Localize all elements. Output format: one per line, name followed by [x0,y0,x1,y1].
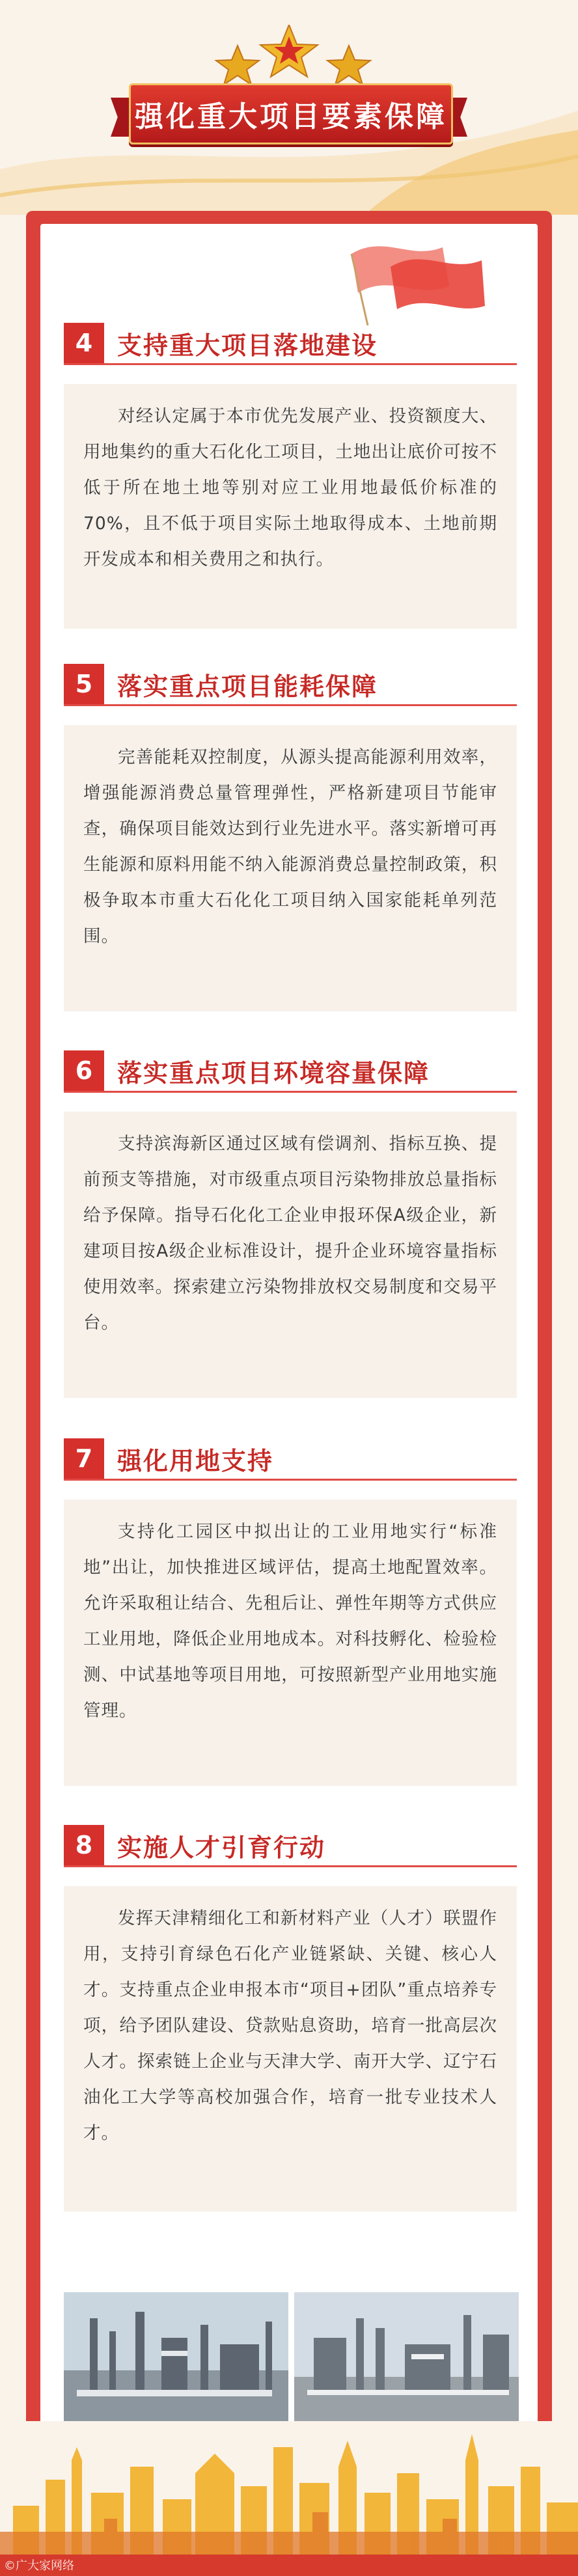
section-5-body: 完善能耗双控制度，从源头提高能源利用效率，增强能源消费总量管理弹性，严格新建项目节能审查，确保项目能效达到行业先进水平。落实新增可再生能源和原料用能不纳入能源消费总量控制政策，积极争取本市重大石化化工项目纳入国家能耗单列范围。 [64,725,517,1011]
section-divider [64,363,517,365]
section-4-header [64,323,378,363]
section-divider [64,1479,517,1481]
refinery-photo [64,2292,288,2422]
section-number: 5 [64,664,104,704]
section-title: 强化用地支持 [117,1446,274,1475]
section-title: 落实重点项目能耗保障 [117,672,378,701]
city-skyline-decoration [0,2421,578,2576]
section-number: 6 [64,1050,104,1091]
section-number: 7 [64,1438,104,1479]
section-divider [64,1865,517,1867]
watermark: ©广大家网络 [4,2559,74,2573]
section-title: 落实重点项目环境容量保障 [117,1058,430,1088]
section-number: 4 [64,323,104,363]
section-8-header [64,1825,325,1865]
star-icon [216,25,370,85]
section-divider [64,704,517,706]
section-7-header [64,1438,273,1479]
section-5-header [64,664,378,704]
section-8-body: 发挥天津精细化工和新材料产业（人才）联盟作用，支持引育绿色石化产业链紧缺、关键、核心人才。支持重点企业申报本市“项目+团队”重点培养专项，给予团队建设、贷款贴息资助，培育一批高层次人才。探索链上企业与天津大学、南开大学、辽宁石油化工大学等高校加强合作，培育一批专业技术人才。 [64,1886,517,2212]
section-number: 8 [64,1825,104,1865]
red-flag-icon [338,234,488,325]
section-4-body: 对经认定属于本市优先发展产业、投资额度大、用地集约的重大石化化工项目，土地出让底价可按不低于所在地土地等别对应工业用地最低价标准的70%，且不低于项目实际土地取得成本、土地前期开发成本和相关费用之和执行。 [64,384,517,629]
chemical-plant-photo [294,2292,519,2422]
section-divider [64,1091,517,1093]
section-title: 实施人才引育行动 [117,1833,326,1862]
section-6-header [64,1050,430,1091]
page-title: 强化重大项目要素保障 [129,83,453,144]
section-title: 支持重大项目落地建设 [117,331,378,360]
section-6-body: 支持滨海新区通过区域有偿调剂、指标互换、提前预支等措施，对市级重点项目污染物排放总量指标给予保障。指导石化化工企业申报环保A级企业，新建项目按A级企业标准设计，提升企业环境容量指标使用效率。探索建立污染物排放权交易制度和交易平台。 [64,1112,517,1398]
section-7-body: 支持化工园区中拟出让的工业用地实行“标准地”出让，加快推进区域评估，提高土地配置效率。允许采取租让结合、先租后让、弹性年期等方式供应工业用地，降低企业用地成本。对科技孵化、检验检测、中试基地等项目用地，可按照新型产业用地实施管理。 [64,1500,517,1786]
